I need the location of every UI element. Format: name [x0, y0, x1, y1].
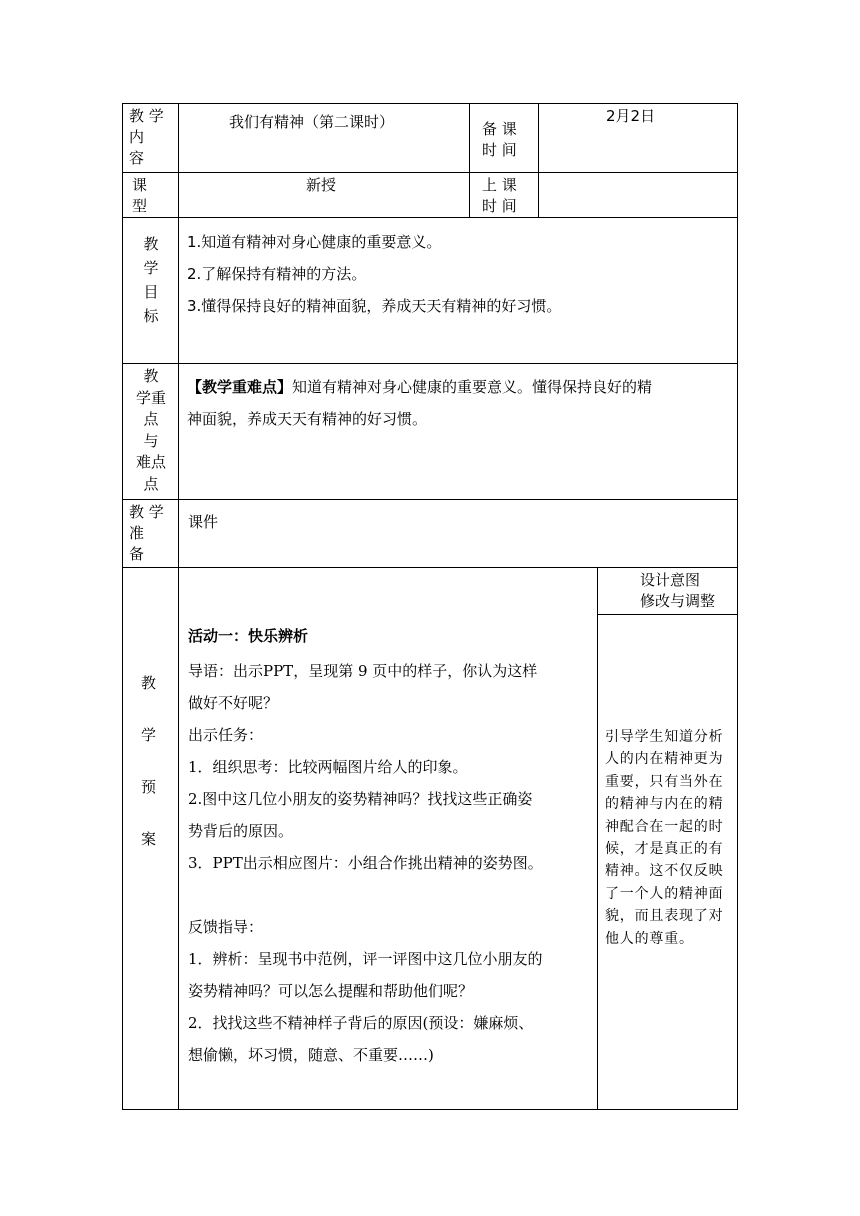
preparation-value: 课件	[188, 513, 219, 531]
class-time-label: 上 课 时 间	[482, 176, 517, 215]
activity-line: 做好不好呢？	[188, 694, 279, 712]
prep-time-label: 备 课 时 间	[482, 120, 517, 159]
activity-line: 2．找找这些不精神样子背后的原因(预设：嫌麻烦、	[188, 1014, 534, 1032]
key-points-text: 【教学重难点】知道有精神对身心健康的重要意义。懂得保持良好的精 神面貌，养成天天有精神的好习惯。	[187, 378, 653, 428]
activity-line: 姿势精神吗？可以怎么提醒和帮助他们呢？	[188, 982, 474, 1000]
plan-label: 教 学 预 案	[141, 674, 157, 848]
activity-line	[188, 879, 543, 911]
objectives-list	[187, 226, 561, 322]
plan-side-header: 设计意图 修改与调整	[640, 571, 716, 610]
activity-line: 3．PPT出示相应图片：小组合作挑出精神的姿势图。	[188, 854, 543, 872]
prep-date: 2月2日	[606, 107, 656, 125]
activity-body	[188, 655, 543, 1071]
activity-line: 想偷懒，坏习惯，随意、不重要……)	[188, 1046, 434, 1064]
preparation-label: 教 学 准 备	[129, 503, 164, 563]
key-points-label: 教 学重 点 与 难点 点	[135, 367, 166, 493]
objectives-label: 教 学 目 标	[143, 235, 159, 325]
content-label: 教 学 内 容	[129, 107, 164, 167]
key-points-heading: 【教学重难点】	[187, 378, 293, 396]
objective-item: 2.了解保持有精神的方法。	[187, 265, 367, 283]
activity-line: 反馈指导：	[188, 918, 264, 936]
objective-item: 3.懂得保持良好的精神面貌，养成天天有精神的好习惯。	[187, 297, 562, 315]
lesson-type-value: 新授	[306, 176, 337, 194]
design-note: 引导学生知道分析人的内在精神更为重要，只有当外在的精神与内在的精神配合在一起的时候，才是真正的有精神。这不仅反映了一个人的精神面貌，而且表现了对他人的尊重。	[605, 729, 724, 947]
lesson-type-label: 课 型	[132, 176, 148, 215]
activity-line: 势背后的原因。	[188, 822, 294, 840]
activity-title: 活动一：快乐辨析	[188, 627, 309, 645]
activity-line: 1．组织思考：比较两幅图片给人的印象。	[188, 758, 468, 776]
objective-item: 1.知道有精神对身心健康的重要意义。	[187, 233, 442, 251]
activity-line: 导语：出示PPT，呈现第 9 页中的样子，你认为这样	[188, 662, 538, 680]
activity-line: 出示任务：	[188, 726, 264, 744]
lesson-title: 我们有精神（第二课时）	[229, 113, 395, 131]
activity-line: 2.图中这几位小朋友的姿势精神吗？找找这些正确姿	[188, 790, 533, 808]
activity-line: 1．辨析：呈现书中范例，评一评图中这几位小朋友的	[188, 950, 543, 968]
